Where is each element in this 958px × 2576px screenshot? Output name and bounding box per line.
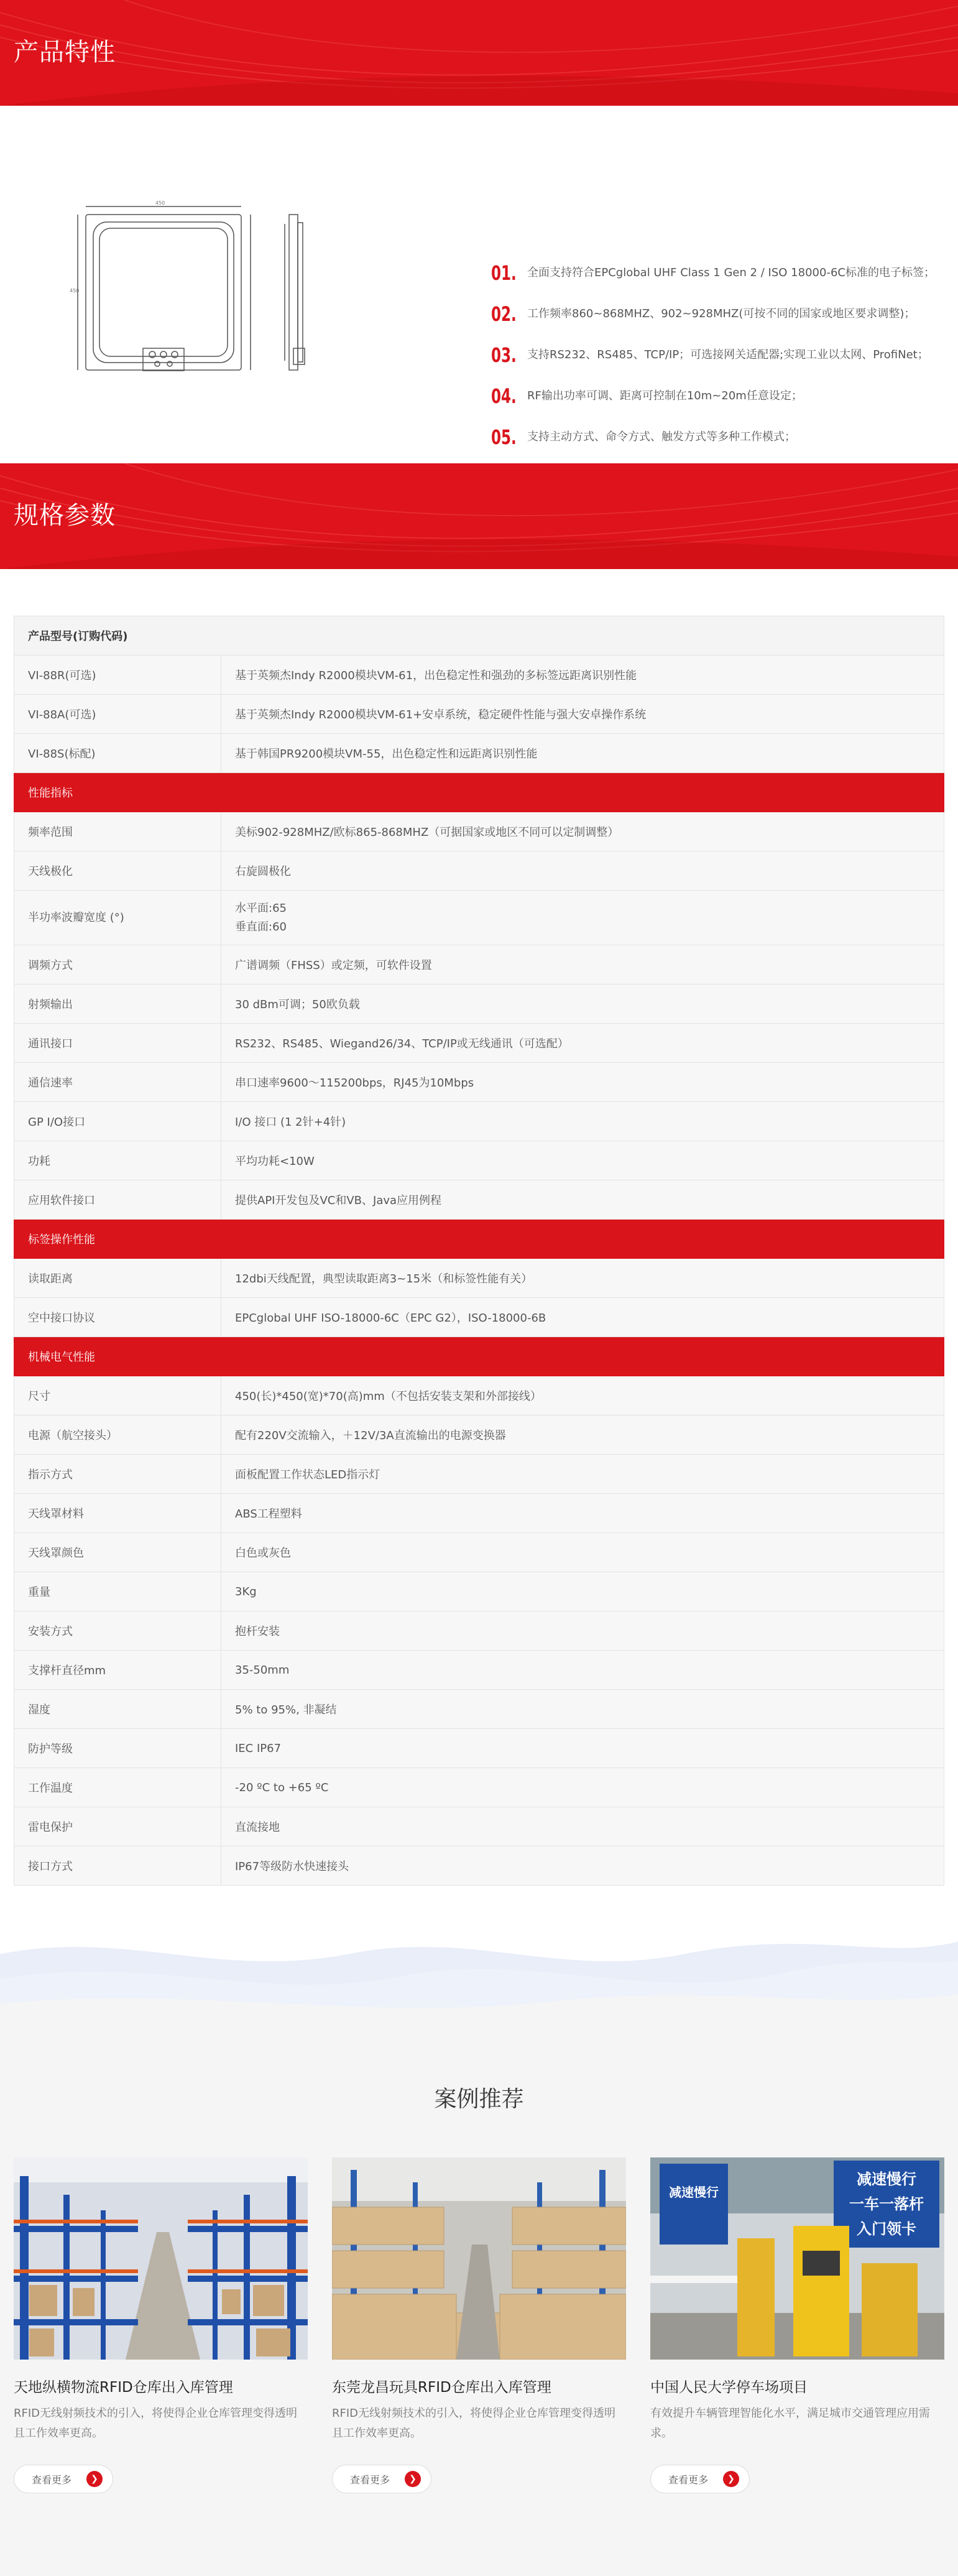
spec-key: 湿度 [14,1690,221,1729]
spec-value: IP67等级防水快速接头 [221,1846,944,1886]
spec-key: 天线罩颜色 [14,1533,221,1572]
antenna-technical-drawing-icon [68,199,317,392]
spec-value: 30 dBm可调；50欧负载 [221,985,944,1024]
feature-item [491,384,951,408]
view-more-label: 查看更多 [32,2473,72,2486]
case-card[interactable] [650,2157,944,2493]
section-label: 性能指标 [14,773,944,812]
spec-key: 调频方式 [14,945,221,985]
spec-key: 应用软件接口 [14,1180,221,1220]
spec-key: VI-88R(可选) [14,656,221,695]
table-row [14,1298,944,1337]
spec-key: 尺寸 [14,1376,221,1415]
spec-value: 平均功耗<10W [221,1141,944,1180]
spec-key: 接口方式 [14,1846,221,1886]
table-row [14,1415,944,1455]
spec-key: 半功率波瓣宽度 (°) [14,891,221,945]
spec-key: 射频输出 [14,985,221,1024]
spec-key: VI-88S(标配) [14,734,221,773]
spec-value: 提供API开发包及VC和VB、Java应用例程 [221,1180,944,1220]
cases-title: 案例推荐 [434,2087,524,2112]
spec-key: 频率范围 [14,812,221,851]
warehouse-shelves-photo[interactable] [14,2157,308,2360]
table-row [14,1533,944,1572]
table-row [14,1651,944,1690]
feature-number: 03. [491,343,517,367]
spec-value: 面板配置工作状态LED指示灯 [221,1455,944,1494]
table-row [14,1102,944,1141]
spec-value: 白色或灰色 [221,1533,944,1572]
warehouse-shelves-image [14,2157,308,2360]
table-row [14,1768,944,1807]
spec-key: 支撑杆直径mm [14,1651,221,1690]
arrow-right-icon: ❯ [86,2471,103,2487]
spec-value: 3Kg [221,1572,944,1611]
specs-banner [0,463,958,569]
spec-key: 重量 [14,1572,221,1611]
case-description: 有效提升车辆管理智能化水平，满足城市交通管理应用需求。 [650,2407,930,2440]
specs-section [0,569,958,1917]
spec-value: EPCglobal UHF ISO-18000-6C（EPC G2），ISO-18000-6B [221,1298,944,1337]
parking-sign-text: 一车一落杆 [849,2195,924,2213]
carton-warehouse-image [332,2157,626,2360]
spec-value: 35-50mm [221,1651,944,1690]
spec-value: -20 ºC to +65 ºC [221,1768,944,1807]
table-row [14,695,944,734]
svg-text:450: 450 [155,200,165,206]
spec-value: 美标902-928MHZ/欧标865-868MHZ（可据国家或地区不同可以定制调整） [221,812,944,851]
table-header-cell: 产品型号(订购代码) [14,616,944,656]
parking-sign-text: 入门领卡 [857,2220,916,2238]
spec-key: 通讯接口 [14,1024,221,1063]
spec-value: 配有220V交流输入，＋12V/3A直流输出的电源变换器 [221,1415,944,1455]
table-row [14,1494,944,1533]
table-row [14,1141,944,1180]
table-row [14,1376,944,1415]
spec-key: 通信速率 [14,1063,221,1102]
spec-value: 直流接地 [221,1807,944,1846]
feature-item [491,343,951,367]
spec-value: 串口速率9600～115200bps，RJ45为10Mbps [221,1063,944,1102]
feature-text: 支持RS232、RS485、TCP/IP；可选接网关适配器;实现工业以太网、ProfiNet； [527,348,929,361]
section-row-mech [14,1337,944,1376]
section-label: 标签操作性能 [14,1220,944,1259]
table-row [14,1807,944,1846]
table-row [14,1729,944,1768]
banner-wave-decoration [0,463,958,569]
view-more-label: 查看更多 [668,2473,709,2486]
spec-key: 雷电保护 [14,1807,221,1846]
table-row [14,945,944,985]
table-row [14,812,944,851]
spec-value: 基于韩国PR9200模块VM-55，出色稳定性和远距离识别性能 [221,734,944,773]
spec-value: 基于英频杰Indy R2000模块VM-61+安卓系统，稳定硬件性能与强大安卓操作系统 [221,695,944,734]
features-title: 产品特性 [14,38,116,67]
spec-key: 防护等级 [14,1729,221,1768]
feature-item [491,261,951,285]
table-row [14,1846,944,1886]
table-row [14,891,944,945]
parking-gate-photo[interactable] [650,2157,944,2360]
case-card[interactable] [332,2157,626,2493]
feature-number: 02. [491,302,517,326]
table-row [14,851,944,891]
feature-text: 工作频率860~868MHZ、902~928MHZ(可按不同的国家或地区要求调整)； [527,307,916,320]
spec-key: 空中接口协议 [14,1298,221,1337]
parking-sign-text: 减速慢行 [857,2171,916,2188]
case-title[interactable]: 东莞龙昌玩具RFID仓库出入库管理 [332,2379,551,2396]
spec-value: 广谱调频（FHSS）或定频，可软件设置 [221,945,944,985]
table-row [14,1063,944,1102]
case-list [14,2157,944,2493]
spec-key: VI-88A(可选) [14,695,221,734]
features-section [0,106,958,463]
cases-section [0,2022,958,2576]
spec-key: 功耗 [14,1141,221,1180]
section-row-performance [14,773,944,812]
spec-key: 工作温度 [14,1768,221,1807]
spec-value: ABS工程塑料 [221,1494,944,1533]
table-row [14,1455,944,1494]
spec-key: 指示方式 [14,1455,221,1494]
features-banner [0,0,958,106]
arrow-right-icon: ❯ [405,2471,421,2487]
table-row [14,1024,944,1063]
spec-value: 5% to 95%, 非凝结 [221,1690,944,1729]
spec-key: GP I/O接口 [14,1102,221,1141]
view-more-button[interactable] [650,2465,750,2493]
table-row [14,656,944,695]
feature-item [491,425,951,449]
table-row [14,1180,944,1220]
spec-key: 天线罩材料 [14,1494,221,1533]
carton-warehouse-photo[interactable] [332,2157,626,2360]
feature-text: 支持主动方式、命令方式、触发方式等多种工作模式； [527,430,796,443]
table-row [14,1690,944,1729]
section-label: 机械电气性能 [14,1337,944,1376]
feature-text: RF输出功率可调、距离可控制在10m~20m任意设定； [527,389,803,402]
feature-number: 05. [491,425,517,449]
wave-decoration [0,1917,958,2022]
spec-table [14,616,944,1886]
feature-text: 全面支持符合EPCglobal UHF Class 1 Gen 2 / ISO 18000-6C标准的电子标签； [527,266,935,279]
table-row [14,985,944,1024]
spec-value [221,891,944,945]
spec-value: IEC IP67 [221,1729,944,1768]
spec-key: 安装方式 [14,1611,221,1651]
view-more-button[interactable] [332,2465,431,2493]
view-more-button[interactable] [14,2465,113,2493]
spec-value: 12dbi天线配置，典型读取距离3~15米（和标签性能有关） [221,1259,944,1298]
view-more-label: 查看更多 [350,2473,390,2486]
case-title[interactable]: 天地纵横物流RFID仓库出入库管理 [14,2379,233,2396]
case-description: RFID无线射频技术的引入，将使得企业仓库管理变得透明且工作效率更高。 [332,2407,616,2440]
banner-wave-decoration [0,0,958,106]
spec-value: RS232、RS485、Wiegand26/34、TCP/IP或无线通讯（可选配） [221,1024,944,1063]
spec-value: 抱杆安装 [221,1611,944,1651]
feature-item [491,302,951,326]
svg-text:450: 450 [70,288,80,294]
spec-value: 450(长)*450(宽)*70(高)mm（不包括安装支架和外部接线） [221,1376,944,1415]
table-row [14,1611,944,1651]
feature-number: 04. [491,384,517,408]
table-row [14,1572,944,1611]
table-header-row [14,616,944,656]
spec-value: I/O 接口 (1 2针+4针) [221,1102,944,1141]
spec-value: 基于英频杰Indy R2000模块VM-61，出色稳定性和强劲的多标签远距离识别性能 [221,656,944,695]
spec-value: 右旋圆极化 [221,851,944,891]
spec-key: 电源（航空接头） [14,1415,221,1455]
table-row [14,734,944,773]
section-row-tag [14,1220,944,1259]
arrow-right-icon: ❯ [723,2471,739,2487]
parking-sign-text: 减速慢行 [669,2185,719,2200]
case-title[interactable]: 中国人民大学停车场项目 [650,2379,808,2396]
feature-number: 01. [491,261,517,285]
spec-value-line: 水平面:65 [235,901,287,915]
case-card[interactable] [14,2157,308,2493]
case-description: RFID无线射频技术的引入，将使得企业仓库管理变得透明且工作效率更高。 [14,2407,298,2440]
specs-title: 规格参数 [14,501,116,530]
spec-key: 读取距离 [14,1259,221,1298]
spec-value-line: 垂直面:60 [235,920,287,934]
wave-divider [0,1917,958,2022]
table-row [14,1259,944,1298]
spec-key: 天线极化 [14,851,221,891]
